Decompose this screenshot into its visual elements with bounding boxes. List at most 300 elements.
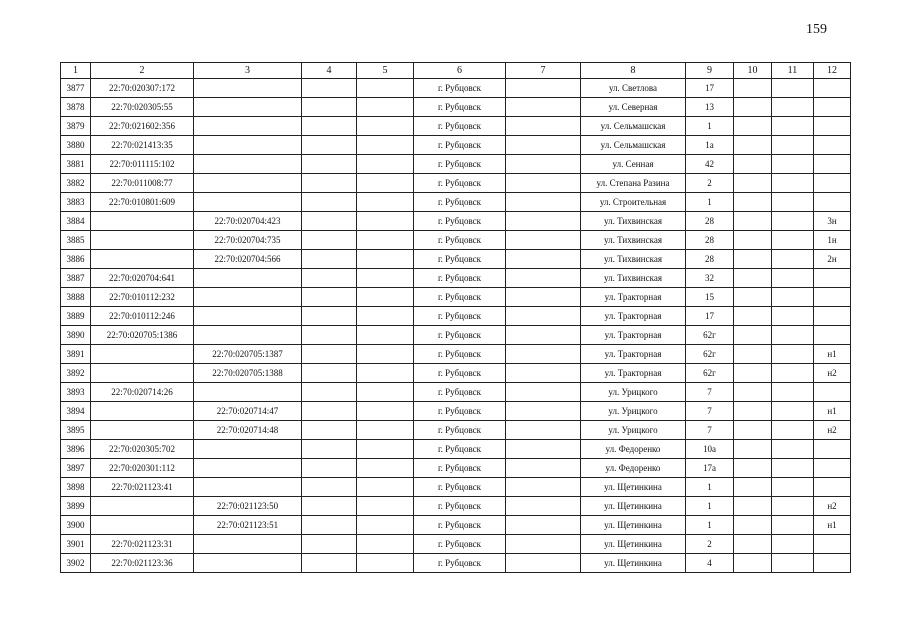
cell-col-3: [194, 307, 302, 326]
cell-col-8: ул. Урицкого: [581, 402, 686, 421]
cell-col-11: [772, 117, 814, 136]
cell-col-10: [734, 440, 772, 459]
cell-col-2: [91, 345, 194, 364]
cell-col-9: 1: [686, 478, 734, 497]
cell-col-3: 22:70:020704:566: [194, 250, 302, 269]
cell-col-6: г. Рубцовск: [414, 421, 506, 440]
cell-col-1: 3879: [61, 117, 91, 136]
cell-col-5: [357, 250, 414, 269]
cell-col-7: [506, 554, 581, 573]
cell-col-3: [194, 554, 302, 573]
cell-col-10: [734, 402, 772, 421]
cell-col-2: 22:70:020305:702: [91, 440, 194, 459]
cell-col-1: 3877: [61, 79, 91, 98]
cell-col-10: [734, 535, 772, 554]
cell-col-12: [814, 535, 851, 554]
cell-col-12: [814, 98, 851, 117]
cell-col-10: [734, 383, 772, 402]
cell-col-10: [734, 459, 772, 478]
table-row: [61, 497, 851, 516]
cell-col-7: [506, 193, 581, 212]
cell-col-1: 3889: [61, 307, 91, 326]
table-body: [61, 79, 851, 573]
cell-col-9: 17а: [686, 459, 734, 478]
cell-col-5: [357, 402, 414, 421]
cell-col-12: [814, 459, 851, 478]
cell-col-9: 15: [686, 288, 734, 307]
cell-col-4: [302, 326, 357, 345]
cell-col-2: 22:70:021413:35: [91, 136, 194, 155]
cell-col-12: [814, 269, 851, 288]
cell-col-12: н2: [814, 497, 851, 516]
cell-col-6: г. Рубцовск: [414, 231, 506, 250]
cell-col-6: г. Рубцовск: [414, 364, 506, 383]
cell-col-6: г. Рубцовск: [414, 136, 506, 155]
cell-col-9: 28: [686, 250, 734, 269]
cell-col-6: г. Рубцовск: [414, 212, 506, 231]
cell-col-10: [734, 79, 772, 98]
cell-col-10: [734, 136, 772, 155]
cell-col-6: г. Рубцовск: [414, 497, 506, 516]
table-row: [61, 79, 851, 98]
cell-col-2: 22:70:021602:356: [91, 117, 194, 136]
cell-col-8: ул. Тракторная: [581, 326, 686, 345]
cell-col-4: [302, 288, 357, 307]
cell-col-1: 3895: [61, 421, 91, 440]
cell-col-10: [734, 212, 772, 231]
cell-col-11: [772, 288, 814, 307]
cell-col-8: ул. Федоренко: [581, 459, 686, 478]
cell-col-4: [302, 497, 357, 516]
table-row: [61, 364, 851, 383]
cell-col-1: 3886: [61, 250, 91, 269]
table-row: [61, 117, 851, 136]
cell-col-9: 17: [686, 79, 734, 98]
cell-col-3: 22:70:020714:48: [194, 421, 302, 440]
cell-col-10: [734, 326, 772, 345]
cell-col-1: 3880: [61, 136, 91, 155]
cell-col-1: 3887: [61, 269, 91, 288]
cell-col-1: 3902: [61, 554, 91, 573]
cell-col-9: 7: [686, 383, 734, 402]
cell-col-6: г. Рубцовск: [414, 478, 506, 497]
cell-col-12: [814, 155, 851, 174]
table-row: [61, 535, 851, 554]
cell-col-4: [302, 79, 357, 98]
cell-col-6: г. Рубцовск: [414, 345, 506, 364]
cell-col-9: 32: [686, 269, 734, 288]
table-row: [61, 269, 851, 288]
cell-col-12: 3н: [814, 212, 851, 231]
column-header-12: 12: [814, 63, 851, 79]
cell-col-4: [302, 345, 357, 364]
cell-col-8: ул. Северная: [581, 98, 686, 117]
cell-col-3: [194, 478, 302, 497]
cell-col-11: [772, 421, 814, 440]
cell-col-3: [194, 155, 302, 174]
cell-col-12: [814, 117, 851, 136]
cell-col-5: [357, 174, 414, 193]
cell-col-8: ул. Тихвинская: [581, 231, 686, 250]
column-header-1: 1: [61, 63, 91, 79]
cell-col-5: [357, 307, 414, 326]
cell-col-12: 2н: [814, 250, 851, 269]
table-row: [61, 383, 851, 402]
cell-col-2: 22:70:020704:641: [91, 269, 194, 288]
cell-col-2: 22:70:021123:36: [91, 554, 194, 573]
cell-col-3: [194, 174, 302, 193]
cell-col-5: [357, 288, 414, 307]
cell-col-4: [302, 136, 357, 155]
cell-col-4: [302, 535, 357, 554]
cell-col-12: [814, 440, 851, 459]
cell-col-11: [772, 79, 814, 98]
cell-col-11: [772, 174, 814, 193]
cell-col-2: 22:70:020714:26: [91, 383, 194, 402]
table-row: [61, 212, 851, 231]
cell-col-6: г. Рубцовск: [414, 250, 506, 269]
cell-col-2: 22:70:021123:31: [91, 535, 194, 554]
cell-col-10: [734, 516, 772, 535]
cell-col-12: н1: [814, 516, 851, 535]
table-row: [61, 402, 851, 421]
cell-col-7: [506, 459, 581, 478]
cell-col-9: 42: [686, 155, 734, 174]
cell-col-9: 62г: [686, 345, 734, 364]
table-row: [61, 193, 851, 212]
cell-col-3: 22:70:020705:1387: [194, 345, 302, 364]
cell-col-3: [194, 79, 302, 98]
cell-col-6: г. Рубцовск: [414, 79, 506, 98]
cell-col-12: [814, 307, 851, 326]
cell-col-10: [734, 269, 772, 288]
cell-col-1: 3900: [61, 516, 91, 535]
cell-col-1: 3878: [61, 98, 91, 117]
cell-col-1: 3896: [61, 440, 91, 459]
cell-col-8: ул. Урицкого: [581, 383, 686, 402]
cell-col-7: [506, 383, 581, 402]
cell-col-9: 4: [686, 554, 734, 573]
cell-col-9: 1а: [686, 136, 734, 155]
cell-col-7: [506, 345, 581, 364]
cell-col-5: [357, 383, 414, 402]
cell-col-9: 28: [686, 212, 734, 231]
cell-col-8: ул. Тракторная: [581, 345, 686, 364]
cell-col-3: 22:70:020714:47: [194, 402, 302, 421]
cell-col-11: [772, 459, 814, 478]
cell-col-3: 22:70:020704:423: [194, 212, 302, 231]
cell-col-2: 22:70:020307:172: [91, 79, 194, 98]
cell-col-6: г. Рубцовск: [414, 440, 506, 459]
cell-col-1: 3883: [61, 193, 91, 212]
cell-col-7: [506, 516, 581, 535]
cell-col-12: н2: [814, 421, 851, 440]
column-header-9: 9: [686, 63, 734, 79]
cell-col-10: [734, 193, 772, 212]
cell-col-7: [506, 402, 581, 421]
column-header-7: 7: [506, 63, 581, 79]
cell-col-5: [357, 516, 414, 535]
cell-col-8: ул. Тракторная: [581, 288, 686, 307]
cell-col-6: г. Рубцовск: [414, 402, 506, 421]
cell-col-6: г. Рубцовск: [414, 516, 506, 535]
cell-col-6: г. Рубцовск: [414, 383, 506, 402]
cell-col-4: [302, 307, 357, 326]
cell-col-10: [734, 174, 772, 193]
cell-col-12: [814, 193, 851, 212]
cell-col-12: [814, 478, 851, 497]
cell-col-1: 3884: [61, 212, 91, 231]
cell-col-11: [772, 345, 814, 364]
cell-col-3: [194, 383, 302, 402]
cell-col-3: [194, 326, 302, 345]
cell-col-10: [734, 117, 772, 136]
column-header-5: 5: [357, 63, 414, 79]
cell-col-2: 22:70:010112:246: [91, 307, 194, 326]
cell-col-9: 13: [686, 98, 734, 117]
cell-col-8: ул. Щетинкина: [581, 478, 686, 497]
cell-col-1: 3898: [61, 478, 91, 497]
table-header: [61, 63, 851, 79]
cell-col-9: 10а: [686, 440, 734, 459]
cell-col-8: ул. Тракторная: [581, 364, 686, 383]
cell-col-6: г. Рубцовск: [414, 459, 506, 478]
column-header-8: 8: [581, 63, 686, 79]
column-header-4: 4: [302, 63, 357, 79]
cell-col-2: [91, 231, 194, 250]
table-row: [61, 136, 851, 155]
cell-col-4: [302, 212, 357, 231]
cell-col-4: [302, 117, 357, 136]
cell-col-2: [91, 364, 194, 383]
cell-col-12: [814, 174, 851, 193]
cell-col-6: г. Рубцовск: [414, 155, 506, 174]
cell-col-11: [772, 535, 814, 554]
cell-col-3: 22:70:020704:735: [194, 231, 302, 250]
cell-col-10: [734, 98, 772, 117]
cell-col-5: [357, 421, 414, 440]
cell-col-8: ул. Урицкого: [581, 421, 686, 440]
cell-col-4: [302, 402, 357, 421]
cell-col-7: [506, 231, 581, 250]
cell-col-3: [194, 269, 302, 288]
cell-col-7: [506, 250, 581, 269]
cell-col-11: [772, 402, 814, 421]
cell-col-1: 3881: [61, 155, 91, 174]
cell-col-2: 22:70:020705:1386: [91, 326, 194, 345]
cell-col-7: [506, 364, 581, 383]
page-number: 159: [806, 22, 827, 37]
cell-col-6: г. Рубцовск: [414, 269, 506, 288]
cell-col-2: [91, 250, 194, 269]
cell-col-4: [302, 459, 357, 478]
cell-col-12: [814, 288, 851, 307]
cell-col-10: [734, 231, 772, 250]
cell-col-9: 28: [686, 231, 734, 250]
cell-col-11: [772, 136, 814, 155]
cell-col-10: [734, 250, 772, 269]
cell-col-10: [734, 364, 772, 383]
table-row: [61, 307, 851, 326]
cell-col-7: [506, 155, 581, 174]
cell-col-6: г. Рубцовск: [414, 174, 506, 193]
cell-col-11: [772, 383, 814, 402]
cell-col-12: [814, 383, 851, 402]
cell-col-5: [357, 155, 414, 174]
cell-col-6: г. Рубцовск: [414, 326, 506, 345]
cell-col-4: [302, 231, 357, 250]
cell-col-5: [357, 345, 414, 364]
cell-col-10: [734, 307, 772, 326]
cell-col-5: [357, 269, 414, 288]
cell-col-6: г. Рубцовск: [414, 307, 506, 326]
cell-col-5: [357, 212, 414, 231]
cell-col-10: [734, 155, 772, 174]
cell-col-12: [814, 136, 851, 155]
registry-table: [60, 62, 851, 573]
cell-col-2: [91, 402, 194, 421]
cell-col-2: 22:70:010801:609: [91, 193, 194, 212]
cell-col-3: [194, 136, 302, 155]
cell-col-8: ул. Щетинкина: [581, 554, 686, 573]
table-row: [61, 421, 851, 440]
column-header-3: 3: [194, 63, 302, 79]
cell-col-9: 1: [686, 516, 734, 535]
cell-col-5: [357, 535, 414, 554]
cell-col-5: [357, 440, 414, 459]
cell-col-4: [302, 440, 357, 459]
cell-col-6: г. Рубцовск: [414, 193, 506, 212]
cell-col-12: [814, 326, 851, 345]
cell-col-2: 22:70:011115:102: [91, 155, 194, 174]
cell-col-9: 17: [686, 307, 734, 326]
table-row: [61, 250, 851, 269]
table-row: [61, 155, 851, 174]
cell-col-10: [734, 478, 772, 497]
cell-col-1: 3893: [61, 383, 91, 402]
column-header-10: 10: [734, 63, 772, 79]
cell-col-1: 3882: [61, 174, 91, 193]
cell-col-7: [506, 535, 581, 554]
cell-col-12: [814, 554, 851, 573]
cell-col-11: [772, 250, 814, 269]
cell-col-7: [506, 497, 581, 516]
cell-col-4: [302, 554, 357, 573]
cell-col-5: [357, 231, 414, 250]
cell-col-4: [302, 383, 357, 402]
cell-col-6: г. Рубцовск: [414, 98, 506, 117]
cell-col-4: [302, 364, 357, 383]
cell-col-9: 1: [686, 497, 734, 516]
cell-col-8: ул. Щетинкина: [581, 516, 686, 535]
cell-col-11: [772, 497, 814, 516]
table-row: [61, 326, 851, 345]
table-row: [61, 459, 851, 478]
cell-col-9: 2: [686, 535, 734, 554]
cell-col-7: [506, 98, 581, 117]
cell-col-7: [506, 440, 581, 459]
cell-col-7: [506, 79, 581, 98]
cell-col-3: [194, 98, 302, 117]
cell-col-5: [357, 459, 414, 478]
cell-col-4: [302, 421, 357, 440]
cell-col-8: ул. Сельмашская: [581, 136, 686, 155]
cell-col-8: ул. Тихвинская: [581, 269, 686, 288]
cell-col-4: [302, 155, 357, 174]
cell-col-9: 62г: [686, 326, 734, 345]
table-row: [61, 231, 851, 250]
cell-col-11: [772, 212, 814, 231]
cell-col-1: 3897: [61, 459, 91, 478]
cell-col-3: [194, 193, 302, 212]
cell-col-2: [91, 421, 194, 440]
cell-col-5: [357, 326, 414, 345]
table-row: [61, 345, 851, 364]
cell-col-10: [734, 554, 772, 573]
cell-col-2: 22:70:011008:77: [91, 174, 194, 193]
cell-col-8: ул. Тракторная: [581, 307, 686, 326]
cell-col-7: [506, 117, 581, 136]
cell-col-12: н2: [814, 364, 851, 383]
cell-col-10: [734, 288, 772, 307]
cell-col-3: [194, 535, 302, 554]
cell-col-1: 3899: [61, 497, 91, 516]
cell-col-5: [357, 98, 414, 117]
cell-col-4: [302, 250, 357, 269]
cell-col-10: [734, 497, 772, 516]
cell-col-12: [814, 79, 851, 98]
cell-col-6: г. Рубцовск: [414, 288, 506, 307]
cell-col-11: [772, 326, 814, 345]
cell-col-6: г. Рубцовск: [414, 117, 506, 136]
cell-col-5: [357, 79, 414, 98]
cell-col-7: [506, 269, 581, 288]
table-row: [61, 440, 851, 459]
cell-col-11: [772, 554, 814, 573]
cell-col-2: 22:70:020301:112: [91, 459, 194, 478]
cell-col-12: н1: [814, 345, 851, 364]
cell-col-10: [734, 421, 772, 440]
cell-col-1: 3885: [61, 231, 91, 250]
cell-col-3: 22:70:020705:1388: [194, 364, 302, 383]
cell-col-7: [506, 421, 581, 440]
cell-col-3: 22:70:021123:50: [194, 497, 302, 516]
cell-col-11: [772, 269, 814, 288]
column-header-11: 11: [772, 63, 814, 79]
cell-col-7: [506, 478, 581, 497]
cell-col-5: [357, 554, 414, 573]
cell-col-11: [772, 307, 814, 326]
cell-col-11: [772, 231, 814, 250]
column-header-2: 2: [91, 63, 194, 79]
table-row: [61, 478, 851, 497]
cell-col-4: [302, 516, 357, 535]
cell-col-2: [91, 212, 194, 231]
cell-col-11: [772, 155, 814, 174]
cell-col-8: ул. Щетинкина: [581, 535, 686, 554]
cell-col-1: 3892: [61, 364, 91, 383]
cell-col-4: [302, 98, 357, 117]
cell-col-7: [506, 288, 581, 307]
cell-col-2: [91, 516, 194, 535]
cell-col-7: [506, 174, 581, 193]
cell-col-8: ул. Сельмашская: [581, 117, 686, 136]
cell-col-10: [734, 345, 772, 364]
cell-col-1: 3891: [61, 345, 91, 364]
cell-col-8: ул. Строительная: [581, 193, 686, 212]
cell-col-3: [194, 288, 302, 307]
cell-col-7: [506, 307, 581, 326]
